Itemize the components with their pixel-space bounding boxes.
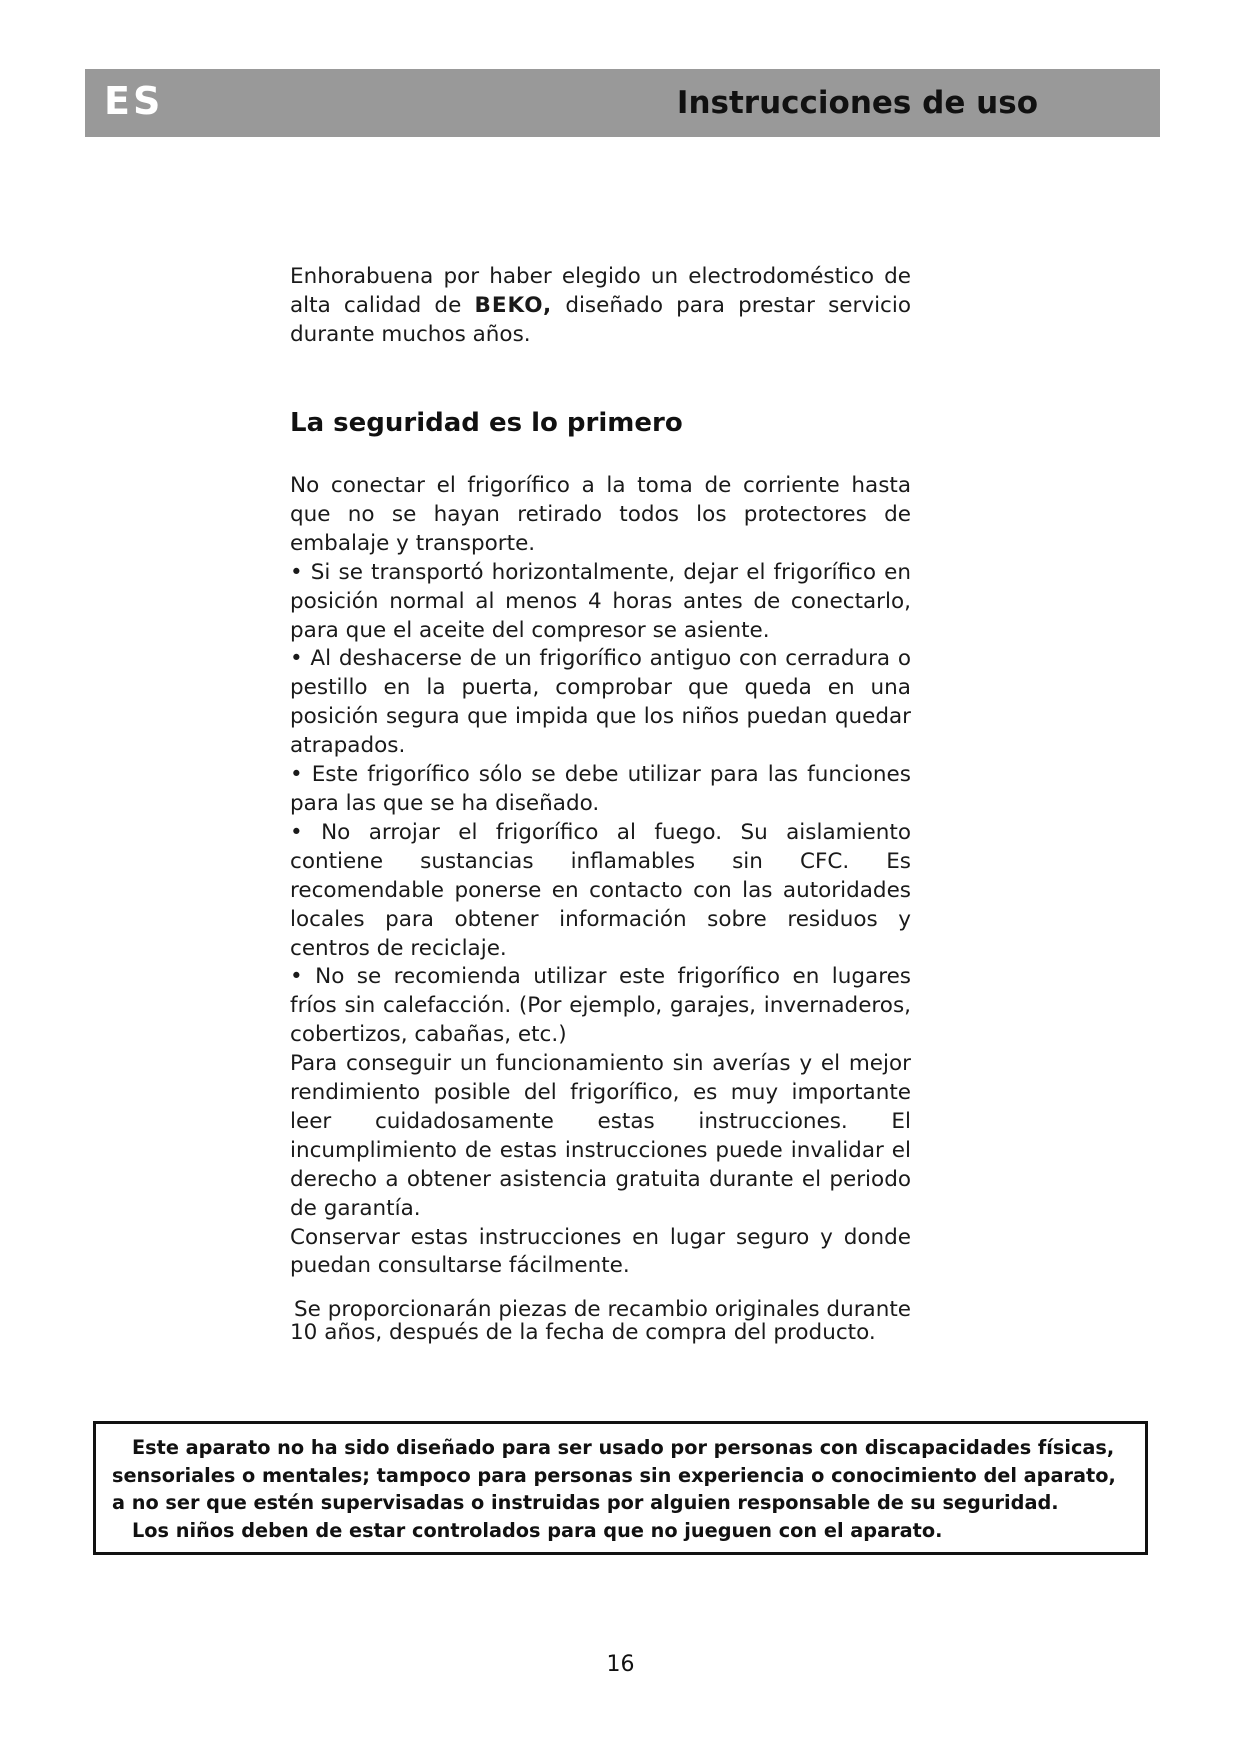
spare-parts-section — [290, 1298, 911, 1344]
header-title: Instrucciones de uso — [676, 85, 1038, 121]
safety-paragraph: No conectar el frigorífico a la toma de corriente hasta que no se hayan retirado todos los protectores de embalaje y transporte. — [290, 473, 911, 556]
safety-paragraph: Conservar estas instrucciones en lugar seguro y donde puedan consultarse fácilmente. — [290, 1224, 911, 1279]
warning-box — [93, 1421, 1148, 1555]
safety-paragraph: • Al deshacerse de un frigorífico antiguo con cerradura o pestillo en la puerta, comprobar que queda en una posición segura que impida que los niños puedan quedar atrapados. — [290, 646, 911, 759]
safety-paragraph: • No se recomienda utilizar este frigorífico en lugares fríos sin calefacción. (Por ejemplo, garajes, invernaderos, cobertizos, cabañas, etc.) — [290, 964, 911, 1048]
safety-paragraph: • Este frigorífico sólo se debe utilizar para las funciones para las que se ha diseñado. — [290, 762, 911, 816]
safety-paragraph: • No arrojar el frigorífico al fuego. Su aislamiento contiene sustancias inflamables sin CFC. Es recomendable ponerse en contacto con las autoridades locales para obtener información sobre residuos y centros de reciclaje. — [290, 819, 911, 961]
intro-text-after-brand: diseñado para prestar servicio durante muchos años. — [290, 292, 911, 347]
warning-text: Este aparato no ha sido diseñado para ser usado por personas con discapacidades físicas, sensoriales o mentales; tampoco para personas sin experiencia o conocimiento del aparato, a no ser que estén supervisadas o instruidas por alguien responsable de su seguridad. — [112, 1436, 1116, 1514]
section-title: La seguridad es lo primero — [290, 408, 683, 438]
warning-children-text: Los niños deben de estar controlados para que no jueguen con el aparato. — [132, 1518, 943, 1542]
intro-section — [290, 263, 911, 350]
header-bar — [85, 69, 1160, 137]
intro-paragraph — [290, 263, 911, 350]
spare-parts-paragraph: Se proporcionarán piezas de recambio originales durante 10 años, después de la fecha de compra del producto. — [290, 1297, 911, 1345]
safety-section — [290, 472, 911, 1281]
safety-paragraph: Para conseguir un funcionamiento sin averías y el mejor rendimiento posible del frigorífico, es muy importante leer cuidadosamente estas instrucciones. El incumplimiento de estas instrucciones puede invalidar el derecho a obtener asistencia gratuita durante el periodo de garantía. — [290, 1051, 911, 1221]
safety-paragraph: • Si se transportó horizontalmente, dejar el frigorífico en posición normal al menos 4 horas antes de conectarlo, para que el aceite del compresor se asiente. — [290, 559, 911, 643]
page-number: 16 — [606, 1652, 635, 1677]
intro-text-before-brand: Enhorabuena por haber elegido un electrodoméstico de alta calidad de — [290, 264, 911, 318]
brand-name: BEKO, — [474, 292, 553, 318]
language-code: ES — [104, 79, 164, 123]
